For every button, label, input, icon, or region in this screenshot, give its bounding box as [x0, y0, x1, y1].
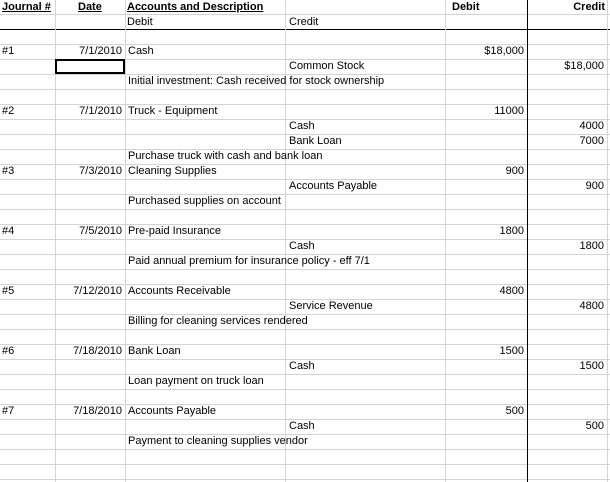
grid-row [0, 375, 610, 390]
debit-amount: $18,000 [484, 45, 524, 57]
debit-account: Accounts Receivable [128, 285, 231, 297]
entry-date: 7/3/2010 [79, 165, 122, 177]
entry-date: 7/1/2010 [79, 105, 122, 117]
credit-amount: 900 [585, 180, 604, 192]
credit-amount: $18,000 [564, 60, 604, 72]
entry-description: Loan payment on truck loan [128, 375, 264, 387]
entry-description: Billing for cleaning services rendered [128, 315, 308, 327]
entry-description: Purchased supplies on account [128, 195, 281, 207]
grid-row [0, 390, 610, 405]
col-line-f [607, 0, 608, 482]
debit-amount: 11000 [494, 105, 524, 117]
credit-column-header: Credit [573, 1, 605, 13]
entry-date: 7/18/2010 [73, 345, 122, 357]
credit-amount: 1500 [579, 360, 604, 372]
grid-row [0, 465, 610, 480]
entry-number: #7 [2, 405, 15, 417]
credit-account: Service Revenue [289, 300, 373, 312]
entry-date: 7/5/2010 [79, 225, 122, 237]
debit-account: Accounts Payable [128, 405, 217, 417]
debit-account: Bank Loan [128, 345, 181, 357]
entry-date: 7/1/2010 [79, 45, 122, 57]
entry-description: Paid annual premium for insurance policy - eff 7/1 [128, 255, 370, 267]
debit-account: Truck - Equipment [128, 105, 218, 117]
credit-subheader: Credit [289, 16, 319, 28]
debit-account: Cash [128, 45, 154, 57]
credit-amount: 4000 [579, 120, 604, 132]
credit-amount: 500 [585, 420, 604, 432]
debit-amount: 1500 [499, 345, 524, 357]
date-header: Date [78, 1, 102, 13]
accounts-description-header: Accounts and Description [127, 1, 264, 13]
debit-subheader: Debit [127, 16, 153, 28]
entry-number: #3 [2, 165, 15, 177]
debit-amount: 500 [505, 405, 524, 417]
debit-amount: 1800 [499, 225, 524, 237]
credit-account: Cash [289, 360, 315, 372]
debit-amount: 4800 [499, 285, 524, 297]
grid-row [0, 270, 610, 285]
grid-row [0, 195, 610, 210]
debit-amount: 900 [505, 165, 524, 177]
entry-number: #6 [2, 345, 15, 357]
journal-number-header: Journal # [2, 1, 51, 13]
credit-account: Cash [289, 240, 315, 252]
grid-row [0, 330, 610, 345]
credit-account: Accounts Payable [289, 180, 378, 192]
credit-amount: 7000 [579, 135, 604, 147]
credit-account: Cash [289, 420, 315, 432]
grid-row [0, 210, 610, 225]
debit-account: Cleaning Supplies [128, 165, 217, 177]
credit-account: Cash [289, 120, 315, 132]
credit-amount: 4800 [579, 300, 604, 312]
entry-date: 7/12/2010 [73, 285, 122, 297]
grid-row [0, 450, 610, 465]
debit-account: Pre-paid Insurance [128, 225, 221, 237]
active-cell-selection[interactable] [55, 59, 125, 74]
entry-number: #2 [2, 105, 15, 117]
credit-amount: 1800 [579, 240, 604, 252]
debit-column-header: Debit [452, 1, 480, 13]
entry-date: 7/18/2010 [73, 405, 122, 417]
grid-row [0, 30, 610, 45]
entry-number: #5 [2, 285, 15, 297]
credit-account: Common Stock [289, 60, 365, 72]
entry-number: #4 [2, 225, 15, 237]
entry-number: #1 [2, 45, 15, 57]
debit-credit-divider [527, 0, 528, 482]
entry-description: Purchase truck with cash and bank loan [128, 150, 323, 162]
grid-row [0, 90, 610, 105]
entry-description: Payment to cleaning supplies vendor [128, 435, 308, 447]
credit-account: Bank Loan [289, 135, 342, 147]
col-line-c [285, 0, 286, 482]
entry-description: Initial investment: Cash received for stock ownership [128, 75, 385, 87]
col-line-b [125, 0, 126, 482]
